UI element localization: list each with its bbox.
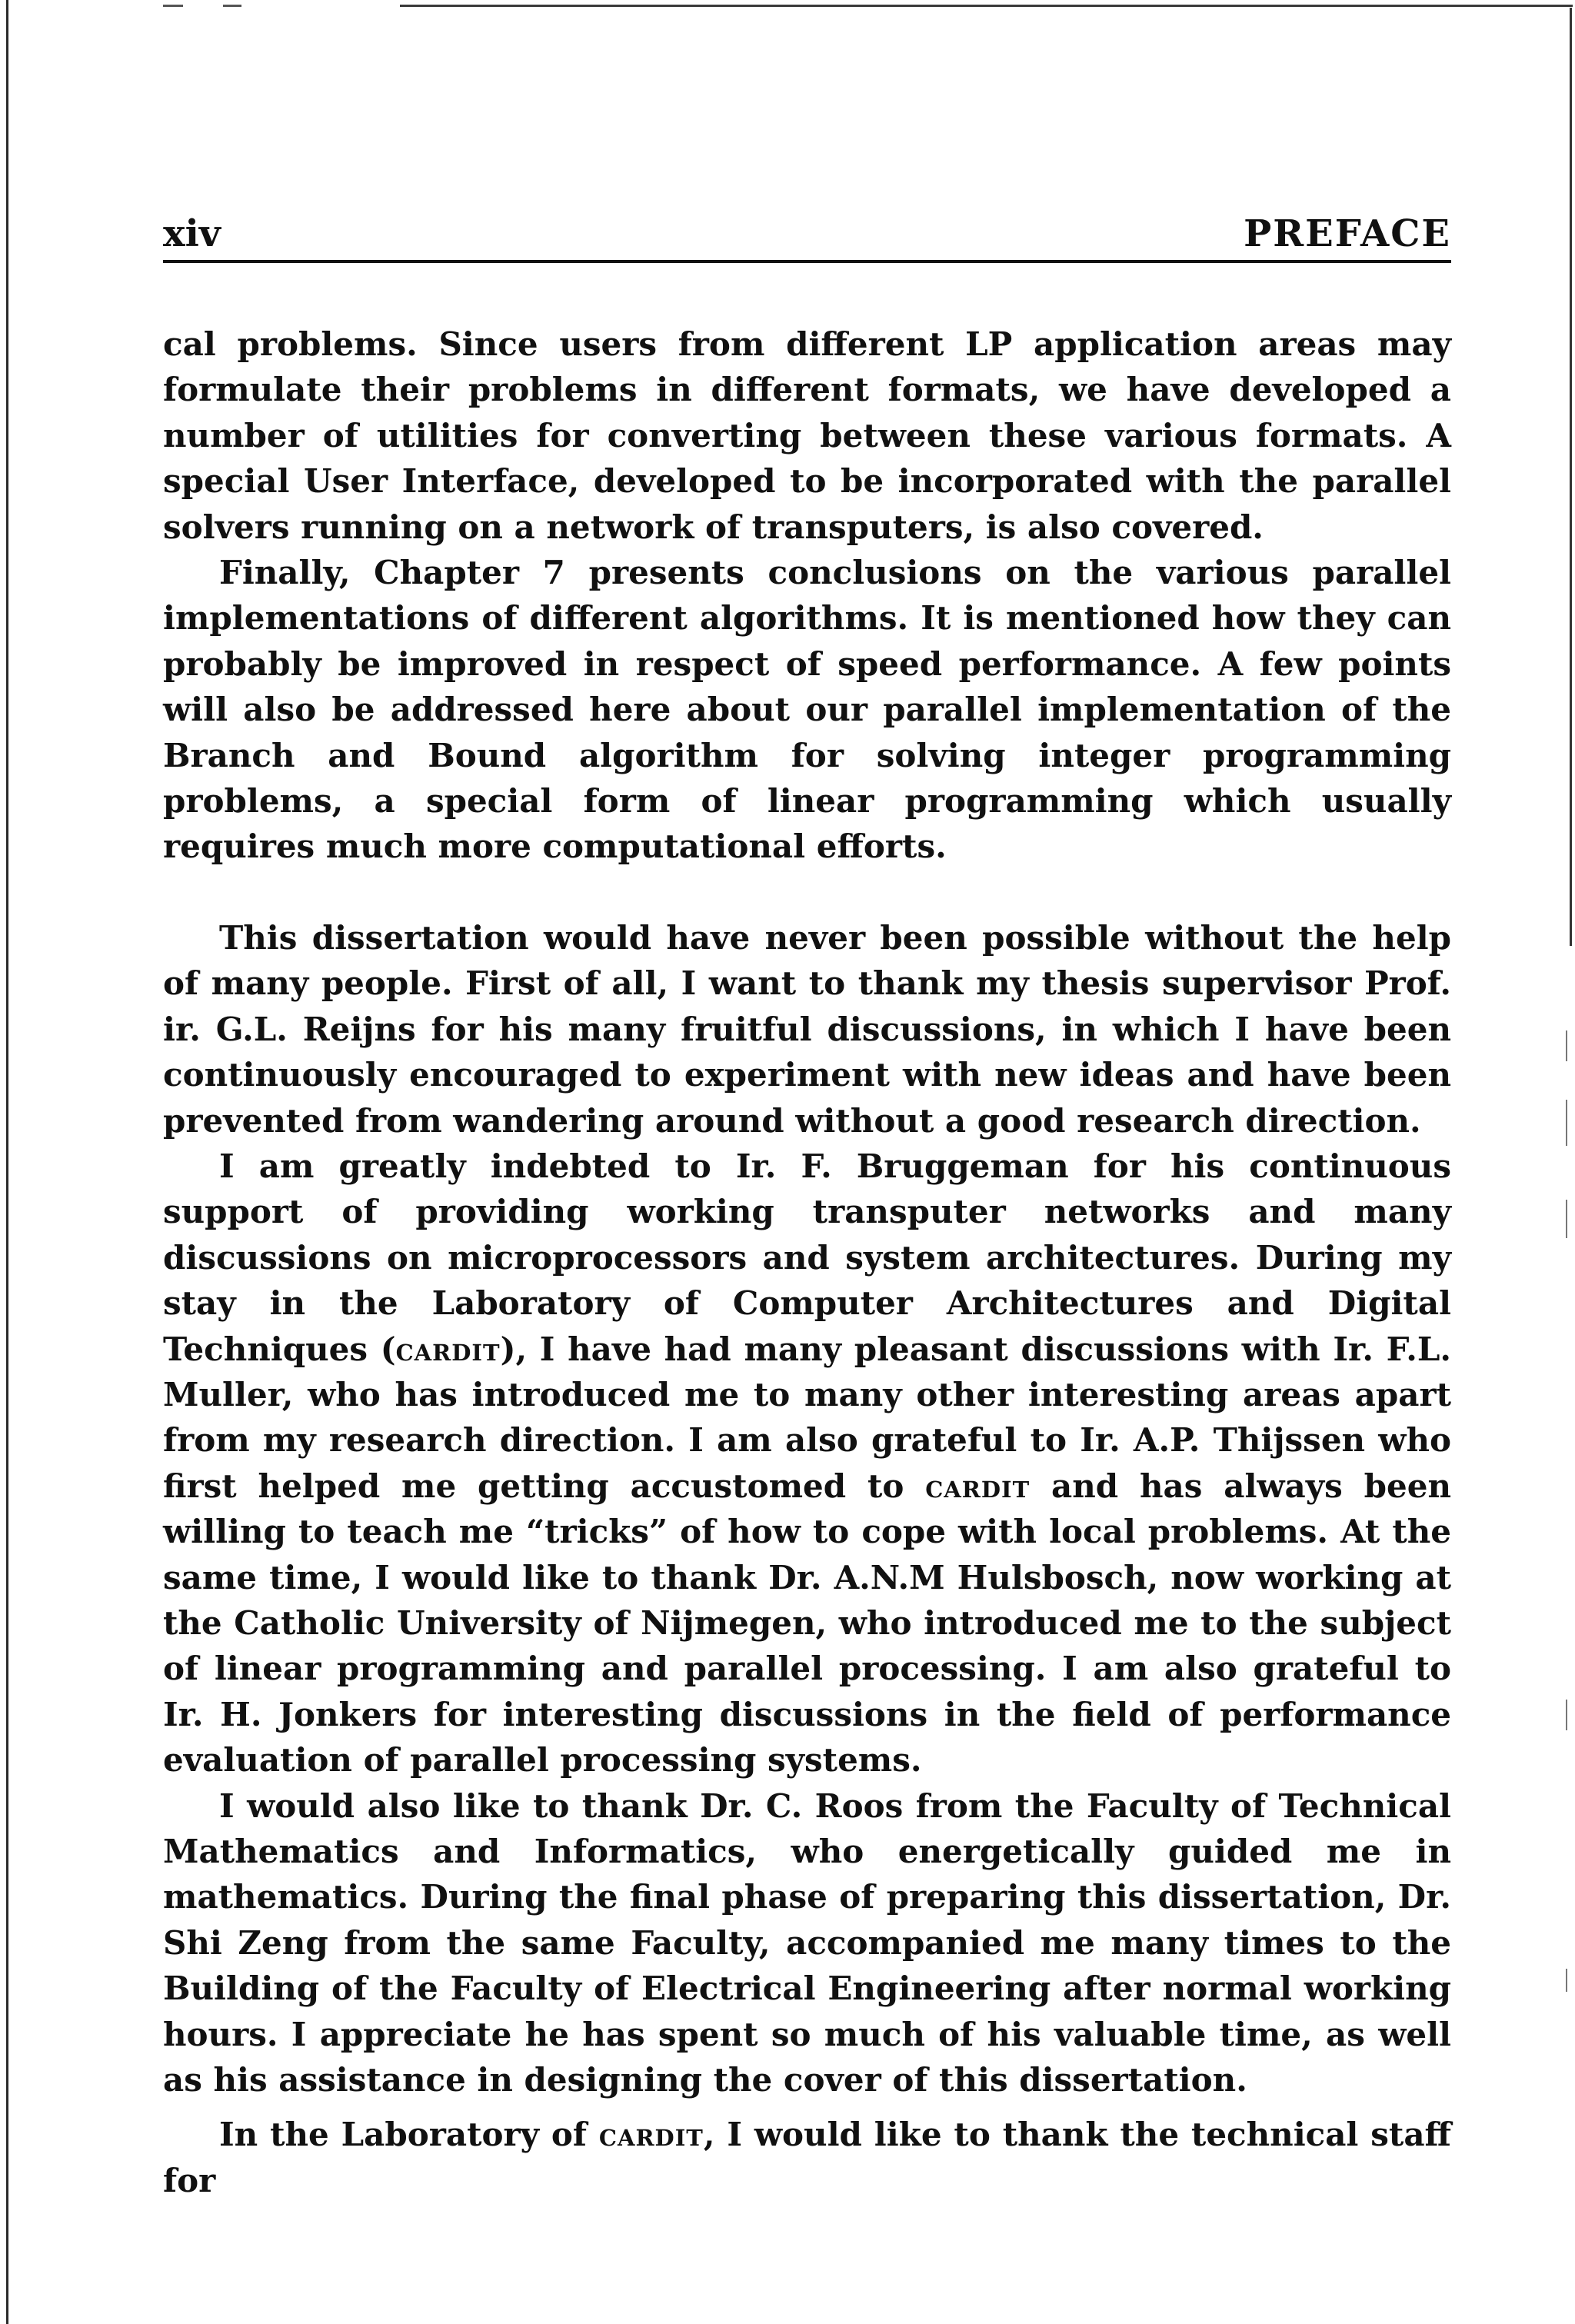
acronym: cardit: [598, 2116, 704, 2154]
page-body: [163, 321, 1451, 2203]
scan-artifact-left-edge: [6, 0, 8, 2324]
acronym: cardit: [395, 1330, 501, 1368]
acronym: cardit: [925, 1467, 1031, 1505]
scan-artifact-top-rule: [400, 5, 1573, 7]
scan-artifact-dash: [223, 5, 241, 7]
paragraph: [163, 1144, 1451, 1783]
paragraph: [163, 2112, 1451, 2203]
text-run: I am greatly indebted to Ir. F. Bruggeman for his continuous support of providing working transputer networks and many discussions on microprocessors and system architectures. During my stay in the Laboratory of Computer Architectures and Digital Techniques (: [163, 1147, 1451, 1368]
section-title: PREFACE: [1244, 212, 1451, 255]
running-head: [163, 203, 1451, 263]
text-run: and has always been willing to teach me “tricks” of how to cope with local problems. At the same time, I would like to thank Dr. A.N.M Hulsbosch, now working at the Catholic University of Nijmegen, who introduced me to the subject of linear programming and parallel processing. I am also grateful to Ir. H. Jonkers for interesting discussions in the field of performance evaluation of parallel processing systems.: [163, 1467, 1452, 1780]
paragraph: cal problems. Since users from different LP application areas may formulate their problems in different formats, we have developed a number of utilities for converting between these various formats. A special User Interface, developed to be incorporated with the parallel solvers running on a network of transputers, is also covered.: [163, 325, 1451, 546]
paragraph: I would also like to thank Dr. C. Roos from the Faculty of Technical Mathematics and Informatics, who energetically guided me in mathematics. During the final phase of preparing this dissertation, Dr. Shi Zeng from the same Faculty, accompanied me many times to the Building of the Faculty of Electrical Engineering after normal working hours. I appreciate he has spent so much of his valuable time, as well as his assistance in designing the cover of this dissertation.: [163, 1786, 1451, 2099]
page-number: xiv: [163, 212, 221, 255]
scan-artifact-dash: [163, 5, 183, 7]
paragraph: Finally, Chapter 7 presents conclusions on the various parallel implementations of different algorithms. It is mentioned how they can probably be improved in respect of speed performance. A few points will also be addressed here about our parallel implementation of the Branch and Bound algorithm for solving integer programming problems, a special form of linear programming which usually requires much more computational efforts.: [163, 554, 1451, 866]
scan-artifact-right-edge: [1570, 8, 1572, 946]
text-run: In the Laboratory of: [219, 2116, 599, 2154]
paragraph: This dissertation would have never been possible without the help of many people. First of all, I want to thank my thesis supervisor Prof. ir. G.L. Reijns for his many fruitful discussions, in which I have been continuously encouraged to experiment with new ideas and have been prevented from wandering around without a good research direction.: [163, 918, 1451, 1140]
text-run: ), I have had many pleasant discussions with Ir. F.L. Muller, who has introduced me to many other interesting areas apart from my research direction. I am also grateful to Ir. A.P. Thijssen who first helped me getting accustomed to: [163, 1330, 1451, 1505]
text-run: , I would like to thank the technical staff for: [163, 2116, 1452, 2199]
